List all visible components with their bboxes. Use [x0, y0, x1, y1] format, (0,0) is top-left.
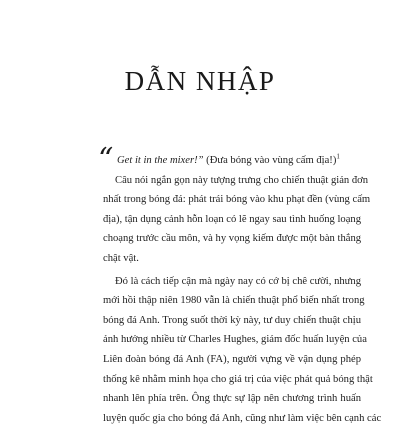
- paragraph-line: bóng đá Anh. Trong suốt thời kỳ này, tư duy chiến thuật chịu: [103, 314, 361, 326]
- epigraph-english: Get it in the mixer!: [117, 155, 198, 166]
- epigraph-text: [117, 151, 340, 171]
- paragraph-2: [103, 272, 382, 428]
- opening-quote-mark: “: [98, 142, 114, 177]
- epigraph-translation: (Đưa bóng vào vùng cấm địa!): [203, 155, 337, 166]
- paragraph-line: luyện quốc gia cho bóng đá Anh, cũng như làm việc bên cạnh các: [103, 412, 382, 424]
- paragraph-line: Liên đoàn bóng đá Anh (FA), người vựng về vận dụng phép: [103, 353, 361, 365]
- paragraph-line: choạng trước cầu môn, và hy vọng kiếm được một bàn thắng: [103, 233, 362, 245]
- paragraph-line: Câu nói ngắn gọn này tượng trưng cho chiến thuật giản đơn: [115, 174, 369, 186]
- paragraph-line: thống kê nhằm minh họa cho giá trị của việc phát quả bóng thật: [103, 373, 373, 385]
- footnote-reference: 1: [336, 152, 340, 161]
- paragraph-1: [103, 171, 371, 269]
- paragraph-line: mới hồi thập niên 1980 vẫn là chiến thuật phổ biến nhất trong: [103, 295, 365, 307]
- chapter-title: DẪN NHẬP: [124, 66, 276, 96]
- paragraph-line: nhất trong bóng đá: phát trái bóng vào khu phạt đền (vùng cấm: [103, 194, 371, 206]
- paragraph-line: ảnh hưởng nhiều từ Charles Hughes, giám đốc huấn luyện của: [103, 334, 367, 346]
- epigraph: [98, 142, 361, 177]
- paragraph-line: địa), tận dụng cảnh hỗn loạn có lẽ ngay sau tình huống loạng: [103, 213, 362, 225]
- chapter-body: [98, 142, 382, 428]
- epigraph-english-close: ”: [197, 155, 204, 166]
- paragraph-line: Đó là cách tiếp cận mà ngày nay có cớ bị chê cười, nhưng: [115, 275, 361, 287]
- paragraph-line: nhanh lên phía trên. Ông thực sự lập nên chương trình huấn: [103, 393, 361, 405]
- paragraph-line: chật vật.: [103, 252, 139, 264]
